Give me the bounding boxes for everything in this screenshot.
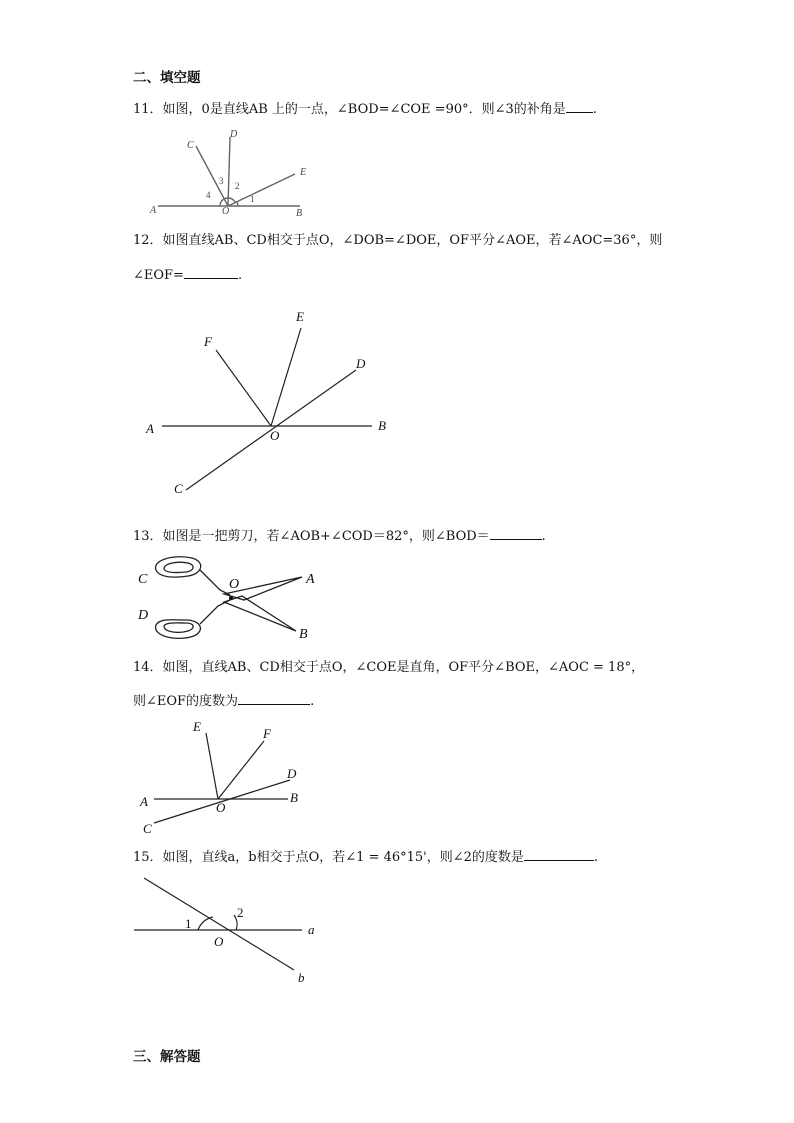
question-number: 14． (133, 660, 163, 675)
question-text: 如图是一把剪刀，若∠AOB+∠COD＝82°，则∠BOD＝ (162, 529, 490, 544)
label-f: F (263, 726, 271, 741)
handle-c-outer (156, 557, 201, 577)
question-11 (133, 98, 597, 120)
label-b: B (296, 208, 303, 219)
shank-c (200, 570, 230, 595)
figure-q14 (136, 715, 316, 840)
question-text: 则∠EOF的度数为 (133, 694, 239, 709)
label-d: D (287, 766, 297, 781)
pivot-point (229, 596, 233, 600)
figure-q15 (130, 872, 330, 990)
question-number: 15． (133, 850, 163, 865)
arc-2 (228, 198, 235, 202)
blade-b (224, 596, 296, 631)
line-b (144, 878, 294, 970)
answer-blank[interactable] (238, 690, 310, 705)
label-d: D (138, 608, 149, 623)
label-o: O (216, 800, 226, 815)
ray-od (228, 137, 230, 206)
label-angle-1: 1 (250, 194, 255, 204)
question-end: . (237, 268, 243, 283)
question-text: 如图，直线AB、CD相交于点O，∠COE是直角，OF平分∠BOE，∠AOC = 18°， (162, 660, 645, 675)
arc-4 (220, 199, 224, 206)
handle-d-inner (164, 623, 193, 632)
label-a: a (308, 922, 315, 937)
label-e: E (296, 309, 304, 324)
question-text: 如图，0是直线AB 上的一点，∠BOD=∠COE =90°．则∠3的补角是 (162, 102, 566, 117)
label-d: D (356, 356, 366, 371)
question-14-line1 (133, 658, 644, 678)
question-15 (133, 846, 598, 868)
label-c: C (143, 821, 152, 836)
question-text: 如图直线AB、CD相交于点O，∠DOB=∠DOE，OF平分∠AOE，若∠AOC=36°，则 (162, 233, 663, 248)
label-b: B (290, 790, 298, 805)
label-c: C (174, 481, 183, 496)
answer-blank[interactable] (490, 525, 542, 540)
label-angle-3: 3 (219, 176, 224, 186)
label-e: E (193, 719, 201, 734)
question-end: . (593, 850, 599, 865)
question-text: ∠EOF= (133, 268, 184, 283)
label-o: O (214, 934, 224, 949)
answer-blank[interactable] (566, 98, 593, 113)
question-number: 13． (133, 529, 163, 544)
shank-d (200, 600, 230, 624)
label-angle-4: 4 (206, 190, 211, 200)
label-a: A (150, 205, 157, 216)
label-a: A (306, 572, 315, 587)
section-title-fill-blank: 二、填空题 (133, 70, 201, 86)
ray-of (216, 350, 271, 426)
question-end: . (541, 529, 546, 544)
label-angle-2: 2 (235, 181, 240, 191)
label-b: b (298, 970, 305, 985)
question-text: 如图，直线a，b相交于点O，若∠1 = 46°15'，则∠2的度数是 (162, 850, 524, 865)
label-a: A (140, 794, 148, 809)
label-c: C (138, 572, 148, 587)
label-b: B (299, 627, 308, 642)
question-end: . (592, 102, 597, 117)
handle-c-inner (164, 562, 193, 572)
question-number: 11． (133, 102, 163, 117)
label-b: B (378, 418, 386, 433)
label-f: F (204, 334, 212, 349)
question-12-line1 (133, 231, 662, 251)
question-14-line2 (133, 690, 314, 712)
figure-q13-scissors (134, 550, 334, 645)
label-a: A (146, 421, 154, 436)
question-12-line2 (133, 264, 242, 286)
label-e: E (300, 167, 307, 178)
label-angle-2: 2 (237, 905, 244, 920)
figure-q11 (140, 126, 320, 222)
label-d: D (230, 129, 238, 140)
label-o: O (270, 428, 280, 443)
answer-blank[interactable] (184, 264, 238, 279)
question-13 (133, 525, 546, 547)
question-end: . (310, 694, 315, 709)
label-c: C (187, 140, 194, 151)
label-angle-1: 1 (185, 916, 192, 931)
arc-3 (224, 198, 228, 199)
label-o: O (229, 577, 240, 592)
label-o: O (222, 206, 230, 217)
section-title-answer: 三、解答题 (133, 1049, 201, 1065)
answer-blank[interactable] (524, 846, 594, 861)
ray-oe (206, 733, 218, 799)
figure-q12 (140, 302, 400, 502)
question-number: 12． (133, 233, 163, 248)
